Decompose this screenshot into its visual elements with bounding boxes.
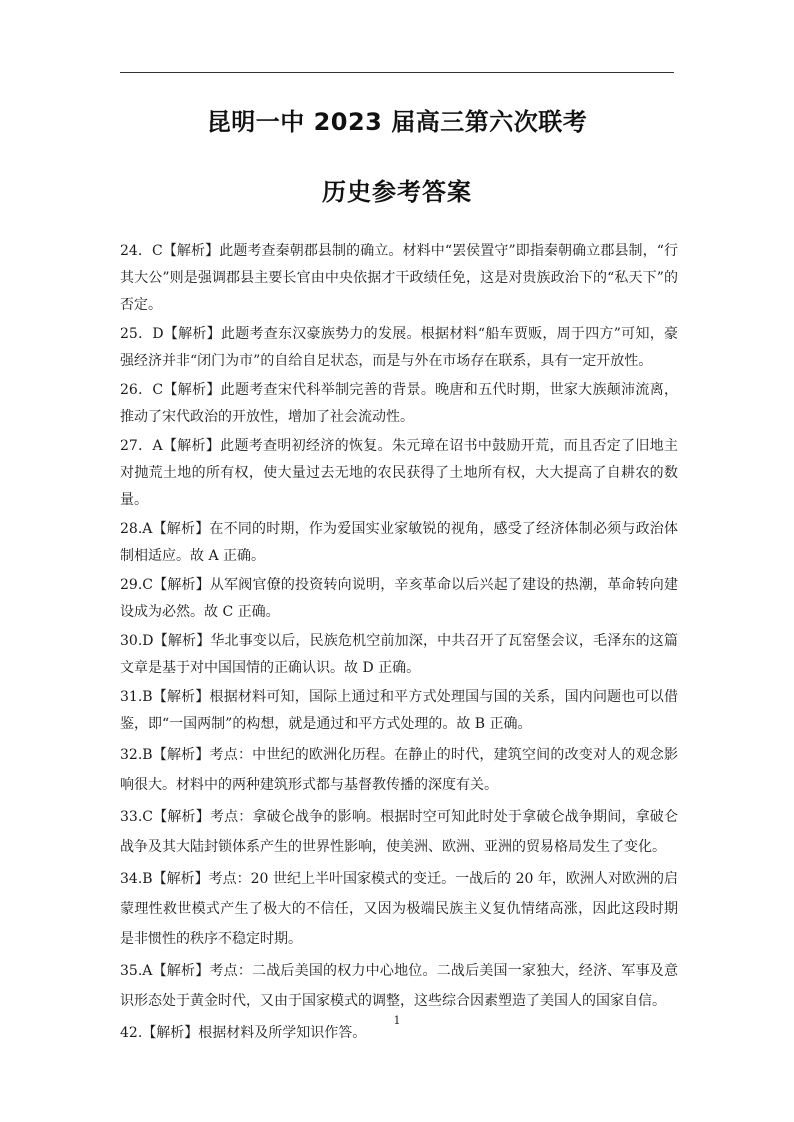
answer-27: 27．A【解析】此题考查明初经济的恢复。朱元璋在诏书中鼓励开荒，而且否定了旧地主对抛荒土地的所有权，使大量过去无地的农民获得了土地所有权，大大提高了自耕农的数量。 <box>120 438 678 508</box>
answer-29: 29.C【解析】从军阀官僚的投资转向说明，辛亥革命以后兴起了建设的热潮，革命转向建设成为必然。故 C 正确。 <box>120 577 678 620</box>
answer-28: 28.A【解析】在不同的时期，作为爱国实业家敏锐的视角，感受了经济体制必须与政治体制相适应。故 A 正确。 <box>120 521 678 564</box>
answer-24: 24．C【解析】此题考查秦朝郡县制的确立。材料中“罢侯置守”即指秦朝确立郡县制，“行其大公”则是强调郡县主要长官由中央依据才干政绩任免，这是对贵族政治下的“私天下”的否定。 <box>120 243 678 313</box>
answer-33: 33.C【解析】考点：拿破仑战争的影响。根据时空可知此时处于拿破仑战争期间，拿破仑战争及其大陆封锁体系产生的世界性影响，使美洲、欧洲、亚洲的贸易格局发生了变化。 <box>120 809 678 855</box>
header-rule <box>120 72 674 73</box>
answer-31: 31.B【解析】根据材料可知，国际上通过和平方式处理国与国的关系，国内问题也可以借鉴，即“一国两制”的构想，就是通过和平方式处理的。故 B 正确。 <box>120 689 678 732</box>
answer-26: 26．C【解析】此题考查宋代科举制完善的背景。晚唐和五代时期，世家大族颠沛流离，推动了宋代政治的开放性，增加了社会流动性。 <box>120 382 678 425</box>
answer-25: 25．D【解析】此题考查东汉豪族势力的发展。根据材料“船车贾贩，周于四方”可知，豪强经济并非“闭门为市”的自给自足状态，而是与外在市场存在联系，具有一定开放性。 <box>120 326 678 369</box>
answer-32: 32.B【解析】考点：中世纪的欧洲化历程。在静止的时代，建筑空间的改变对人的观念影响很大。材料中的两种建筑形式都与基督教传播的深度有关。 <box>120 747 678 793</box>
answer-42: 42.【解析】根据材料及所学知识作答。 <box>120 1025 367 1041</box>
document-subtitle: 历史参考答案 <box>322 178 472 206</box>
answer-30: 30.D【解析】华北事变以后，民族危机空前加深，中共召开了瓦窑堡会议，毛泽东的这篇文章是基于对中国国情的正确认识。故 D 正确。 <box>120 633 678 676</box>
answer-list <box>120 238 678 1048</box>
answer-34: 34.B【解析】考点：20 世纪上半叶国家模式的变迁。一战后的 20 年，欧洲人对欧洲的启蒙理性救世模式产生了极大的不信任，又因为极端民族主义复仇情绪高涨，因此这段时期是非惯性的秩序不稳定时期。 <box>120 871 678 947</box>
answer-35: 35.A【解析】考点：二战后美国的权力中心地位。二战后美国一家独大，经济、军事及意识形态处于黄金时代，又由于国家模式的调整，这些综合因素塑造了美国人的国家自信。 <box>120 963 678 1009</box>
document-title: 昆明一中 2023 届高三第六次联考 <box>206 108 588 136</box>
page-number: 1 <box>393 1014 401 1027</box>
